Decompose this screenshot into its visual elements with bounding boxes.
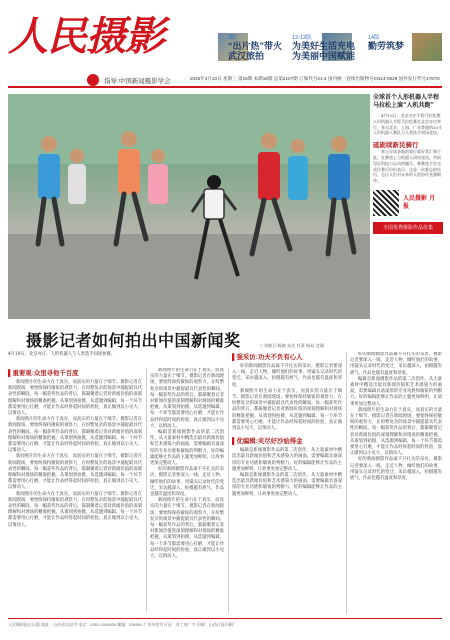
column-divider <box>146 368 147 613</box>
masthead-subtitle: 指导:中国新闻摄影学会 <box>104 78 171 85</box>
sidebar <box>373 94 443 342</box>
main-headline: 摄影记者如何拍出中国新闻奖 <box>26 331 241 350</box>
promo-issue: 14版 <box>368 35 380 41</box>
section-2-subhead: ▌ 强采访:功夫不负有心人 <box>232 352 342 361</box>
section-2-text: 好的新闻摄影作品离不开扎实的采访。摄影记者要深入一线，走近人物，倾听他们的故事，用镜头记录时代的变迁。采访越深入，拍摄越有底气，作品也越有温度和厚度。 <box>350 352 442 376</box>
section-1-text: 新闻照片的生命力在于真实，而真实的力量在于细节。摄影记者在新闻现场，要始终保持敏锐的观察力，在纷繁复杂的场景中捕捉最具代表性的瞬间。每一幅获奖作品的背后，都凝聚着记者对新闻价值的深刻理解和对现场的精准把握。从策划到拍摄，从选题到编辑，每一个环节都需要用心打磨，才能让作品经得起时间的检验，真正做到以小见大、以情动人。 <box>350 407 442 457</box>
main-photo <box>8 94 370 319</box>
promo-head: 为美丽中国赋能 <box>292 51 356 61</box>
column-divider <box>346 352 347 614</box>
promo-head: 为美好生活充电 <box>292 41 356 51</box>
footer: 人民摄影报社出版 地址：山西省太原市 电话：0351-0000000 邮编：030000 广告经营许可证：晋工商广字 印刷：山西日报印刷厂 <box>8 618 442 628</box>
sidebar-body: 4月19日，北京亦庄半程马拉松暨人形机器人半程马拉松赛在北京亦庄举行，来自北京、上海、广东等地的20支人形机器人赛队与人类选手同场竞技。 <box>373 113 443 136</box>
qr-code-icon <box>373 190 399 216</box>
section-3-subhead: ▌ 优编辑:夹尽好沙始得金 <box>232 436 342 445</box>
section-3-text: 编辑是新闻摄影作品的第二次创作。从大量素材中精选出最具新闻价值和艺术感染力的画面，需要编辑具备深厚的专业功底和敏锐的判断力。好的编辑能够让作品的主题更加鲜明，让故事更加完整动人。 <box>150 430 224 467</box>
section-2-text: 好的新闻摄影作品离不开扎实的采访。摄影记者要深入一线，走近人物，倾听他们的故事，用镜头记录时代的变迁。采访越深入，拍摄越有底气，作品也越有温度和厚度。 <box>150 467 224 498</box>
sidebar-banner[interactable]: 全国优秀摄影作品征集 <box>373 222 443 234</box>
byline: □ 刘晓日 杨镇 朱浩 杜萧 杨易 沈涵 <box>260 343 324 348</box>
promo-1[interactable] <box>228 33 288 63</box>
section-3-text: 编辑是新闻摄影作品的第二次创作。从大量素材中精选出最具新闻价值和艺术感染力的画面，需要编辑具备深厚的专业功底和敏锐的判断力。好的编辑能够让作品的主题更加鲜明，让故事更加完整动人。 <box>232 473 342 497</box>
section-2-text: 好的新闻摄影作品离不开扎实的采访。摄影记者要深入一线，走近人物，倾听他们的故事，用镜头记录时代的变迁。采访越深入，拍摄越有底气，作品也越有温度和厚度。 <box>350 457 442 482</box>
promo-2[interactable] <box>292 33 362 63</box>
section-3-text: 编辑是新闻摄影作品的第二次创作。从大量素材中精选出最具新闻价值和艺术感染力的画面，需要编辑具备深厚的专业功底和敏锐的判断力。好的编辑能够让作品的主题更加鲜明，让故事更加完整动人。 <box>350 376 442 407</box>
promo-head: 勤劳筑梦 <box>368 41 405 51</box>
column-3 <box>232 352 342 614</box>
sidebar-subhead: 砥砺续新民骑行 <box>373 141 419 150</box>
promo-issue: 12-13版 <box>292 35 312 41</box>
section-1-text: 新闻照片的生命力在于真实，而真实的力量在于细节。摄影记者在新闻现场，要始终保持敏锐的观察力，在纷繁复杂的场景中捕捉最具代表性的瞬间。每一幅获奖作品的背后，都凝聚着记者对新闻价值的深刻理解和对现场的精准把握。从策划到拍摄，从选题到编辑，每一个环节都需要用心打磨，才能让作品经得起时间的检验，真正做到以小见大、以情动人。 <box>150 368 224 429</box>
masthead-rule <box>8 86 442 88</box>
section-1-text: 新闻照片的生命力在于真实，而真实的力量在于细节。摄影记者在新闻现场，要始终保持敏锐的观察力，在纷繁复杂的场景中捕捉最具代表性的瞬间。每一幅获奖作品的背后，都凝聚着记者对新闻价值的深刻理解和对现场的精准把握。从策划到拍摄，从选题到编辑，每一个环节都需要用心打磨，才能让作品经得起时间的检验，真正做到以小见大、以情动人。 <box>8 380 142 417</box>
promo-head: 武汉旅拍 <box>228 51 265 61</box>
section-1-text: 新闻照片的生命力在于真实，而真实的力量在于细节。摄影记者在新闻现场，要始终保持敏锐的观察力，在纷繁复杂的场景中捕捉最具代表性的瞬间。每一幅获奖作品的背后，都凝聚着记者对新闻价值的深刻理解和对现场的精准把握。从策划到拍摄，从选题到编辑，每一个环节都需要用心打磨，才能让作品经得起时间的检验，真正做到以小见大、以情动人。 <box>232 388 342 432</box>
column-4 <box>350 352 442 614</box>
section-1-text: 新闻照片的生命力在于真实，而真实的力量在于细节。摄影记者在新闻现场，要始终保持敏锐的观察力，在纷繁复杂的场景中捕捉最具代表性的瞬间。每一幅获奖作品的背后，都凝聚着记者对新闻价值的深刻理解和对现场的精准把握。从策划到拍摄，从选题到编辑，每一个环节都需要用心打磨，才能让作品经得起时间的检验，真正做到以小见大、以情动人。 <box>8 454 142 491</box>
section-2-text: 好的新闻摄影作品离不开扎实的采访。摄影记者要深入一线，走近人物，倾听他们的故事，用镜头记录时代的变迁。采访越深入，拍摄越有底气，作品也越有温度和厚度。 <box>232 364 342 388</box>
column-2 <box>150 368 224 613</box>
promo-head: “出片热”带火 <box>228 41 283 51</box>
photo-caption: 4月19日，北京亦庄，人形机器人与人类选手同场参赛。 <box>8 352 116 357</box>
promo-thumbnail-3 <box>412 33 442 61</box>
section-1-subhead: ▌ 重要观:众里寻他千百度 <box>8 368 142 377</box>
section-1-text: 新闻照片的生命力在于真实，而真实的力量在于细节。摄影记者在新闻现场，要始终保持敏锐的观察力，在纷繁复杂的场景中捕捉最具代表性的瞬间。每一幅获奖作品的背后，都凝聚着记者对新闻价值的深刻理解和对现场的精准把握。从策划到拍摄，从选题到编辑，每一个环节都需要用心打磨，才能让作品经得起时间的检验，真正做到以小见大、以情动人。 <box>8 417 142 454</box>
masthead-title: 人民摄影 <box>8 13 164 60</box>
sidebar-headline: 全球首个人形机器人半程马拉松上演“人机共跑” <box>373 94 440 109</box>
column-1 <box>8 368 142 613</box>
section-1-text: 新闻照片的生命力在于真实，而真实的力量在于细节。摄影记者在新闻现场，要始终保持敏锐的观察力，在纷繁复杂的场景中捕捉最具代表性的瞬间。每一幅获奖作品的背后，都凝聚着记者对新闻价值的深刻理解和对现场的精准把握。从策划到拍摄，从选题到编辑，每一个环节都需要用心打磨，才能让作品经得起时间的检验，真正做到以小见大、以情动人。 <box>8 491 142 528</box>
logo-seal-icon <box>87 74 99 86</box>
column-divider <box>228 368 229 613</box>
dateline: 2025年4月23日 星期三 第15期 本期16版 总第2107期 订阅代号21-2 国内统一连续出版物号CN14-0029 国外发行代号4767D <box>190 76 440 81</box>
promo-issue: 3版 <box>228 35 237 41</box>
sidebar-logo-text: 人民摄影 月报 <box>403 194 436 210</box>
section-3-text: 编辑是新闻摄影作品的第二次创作。从大量素材中精选出最具新闻价值和艺术感染力的画面，需要编辑具备深厚的专业功底和敏锐的判断力。好的编辑能够让作品的主题更加鲜明，让故事更加完整动人。 <box>232 448 342 472</box>
section-1-text: 新闻照片的生命力在于真实，而真实的力量在于细节。摄影记者在新闻现场，要始终保持敏锐的观察力，在纷繁复杂的场景中捕捉最具代表性的瞬间。每一幅获奖作品的背后，都凝聚着记者对新闻价值的深刻理解和对现场的精准把握。从策划到拍摄，从选题到编辑，每一个环节都需要用心打磨，才能让作品经得起时间的检验，真正做到以小见大、以情动人。 <box>150 498 224 560</box>
sidebar-body: 来自全球各地的骑行爱好者汇聚于此，在赛道上与机器人同场竞技，共同见证科技与运动的融合。参赛选手在完成比赛后纷纷表示，这是一次难忘的经历，也让人们对未来的人机协作充满期待。 <box>373 149 441 184</box>
